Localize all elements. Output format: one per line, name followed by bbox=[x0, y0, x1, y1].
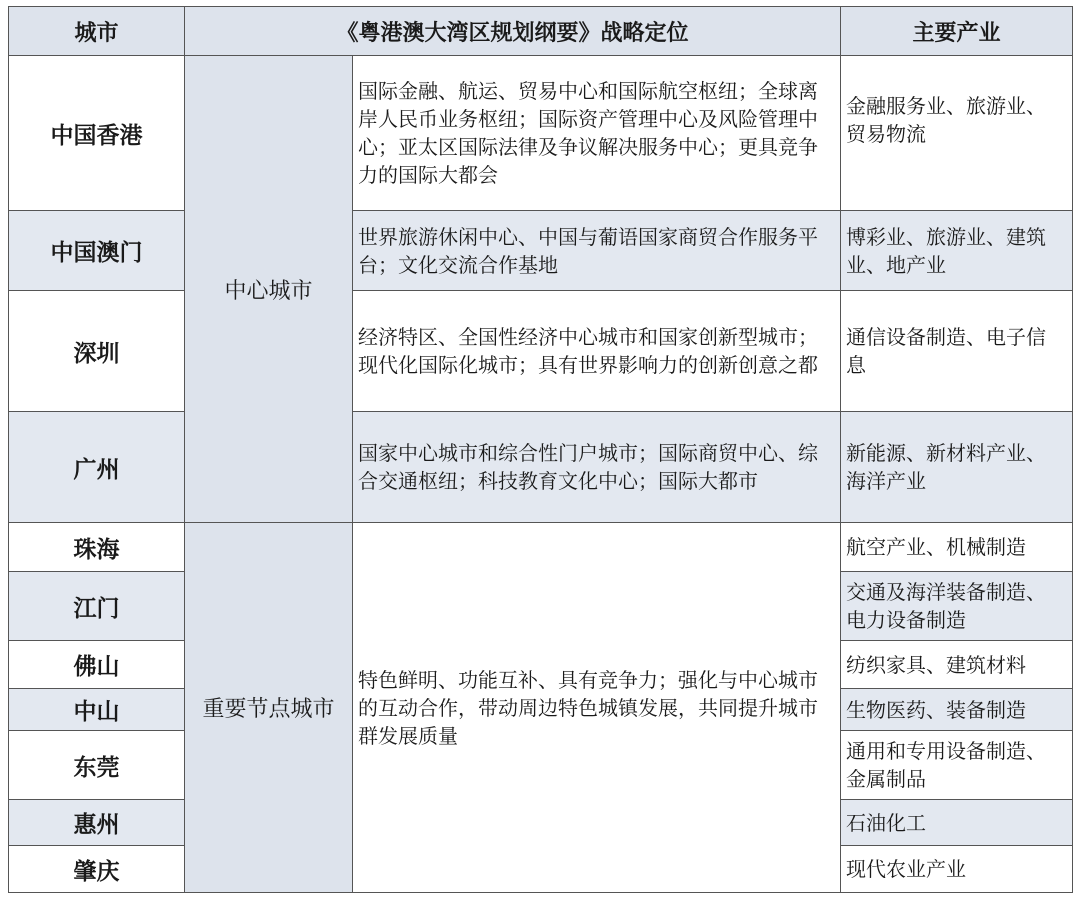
header-city: 城市 bbox=[9, 7, 185, 56]
industry-cell: 生物医药、装备制造 bbox=[841, 689, 1073, 731]
industry-cell: 新能源、新材料产业、海洋产业 bbox=[841, 412, 1073, 523]
industry-cell: 石油化工 bbox=[841, 800, 1073, 846]
table-row bbox=[9, 291, 1073, 412]
desc-cell: 经济特区、全国性经济中心城市和国家创新型城市；现代化国际化城市；具有世界影响力的创新创意之都 bbox=[353, 291, 841, 412]
node-desc-cell: 特色鲜明、功能互补、具有竞争力；强化与中心城市的互动合作，带动周边特色城镇发展，共同提升城市群发展质量 bbox=[353, 523, 841, 893]
city-cell: 佛山 bbox=[9, 641, 185, 689]
group-center-cell: 中心城市 bbox=[185, 56, 353, 523]
city-cell: 惠州 bbox=[9, 800, 185, 846]
city-cell: 广州 bbox=[9, 412, 185, 523]
table-row bbox=[9, 412, 1073, 523]
industry-cell: 交通及海洋装备制造、电力设备制造 bbox=[841, 572, 1073, 641]
group-node-cell: 重要节点城市 bbox=[185, 523, 353, 893]
table-row bbox=[9, 56, 1073, 211]
industry-cell: 博彩业、旅游业、建筑业、地产业 bbox=[841, 211, 1073, 291]
industry-cell: 现代农业产业 bbox=[841, 846, 1073, 893]
header-industry: 主要产业 bbox=[841, 7, 1073, 56]
desc-cell: 世界旅游休闲中心、中国与葡语国家商贸合作服务平台；文化交流合作基地 bbox=[353, 211, 841, 291]
industry-cell: 通信设备制造、电子信息 bbox=[841, 291, 1073, 412]
table-row bbox=[9, 523, 1073, 572]
desc-cell: 国家中心城市和综合性门户城市；国际商贸中心、综合交通枢纽；科技教育文化中心；国际大都市 bbox=[353, 412, 841, 523]
table-row bbox=[9, 211, 1073, 291]
industry-cell: 航空产业、机械制造 bbox=[841, 523, 1073, 572]
header-positioning: 《粤港澳大湾区规划纲要》战略定位 bbox=[185, 7, 841, 56]
city-cell: 江门 bbox=[9, 572, 185, 641]
industry-cell: 纺织家具、建筑材料 bbox=[841, 641, 1073, 689]
city-cell: 中山 bbox=[9, 689, 185, 731]
industry-cell: 金融服务业、旅游业、贸易物流 bbox=[841, 56, 1073, 211]
city-cell: 肇庆 bbox=[9, 846, 185, 893]
header-row bbox=[9, 7, 1073, 56]
city-cell: 珠海 bbox=[9, 523, 185, 572]
industry-cell: 通用和专用设备制造、金属制品 bbox=[841, 731, 1073, 800]
city-cell: 深圳 bbox=[9, 291, 185, 412]
strategy-table bbox=[8, 6, 1073, 893]
city-cell: 中国澳门 bbox=[9, 211, 185, 291]
city-cell: 中国香港 bbox=[9, 56, 185, 211]
city-cell: 东莞 bbox=[9, 731, 185, 800]
desc-cell: 国际金融、航运、贸易中心和国际航空枢纽；全球离岸人民币业务枢纽；国际资产管理中心及风险管理中心；亚太区国际法律及争议解决服务中心；更具竞争力的国际大都会 bbox=[353, 56, 841, 211]
